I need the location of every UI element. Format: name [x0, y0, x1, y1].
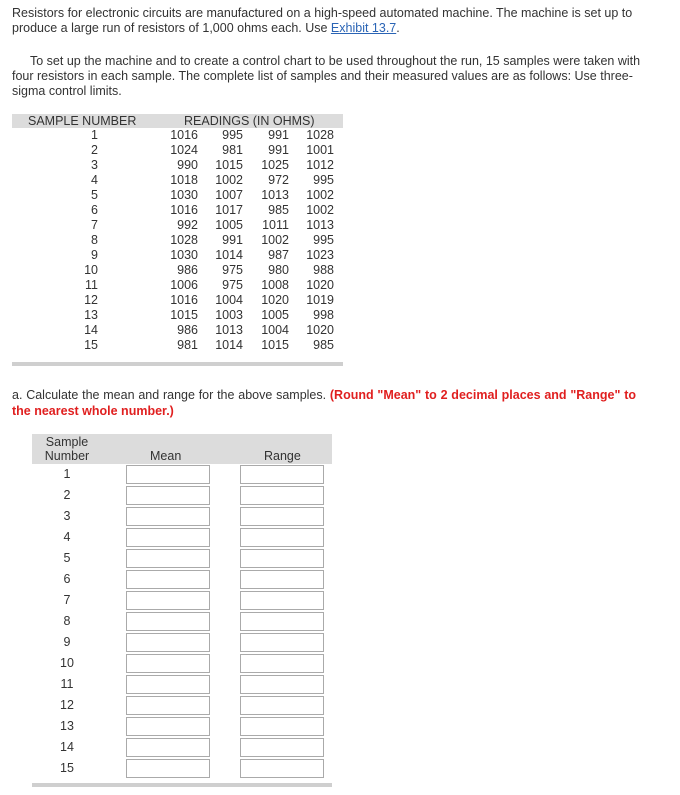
mean-input[interactable]	[126, 612, 210, 631]
range-input[interactable]	[240, 675, 324, 694]
range-input[interactable]	[240, 759, 324, 778]
mean-input[interactable]	[126, 759, 210, 778]
readings-table	[12, 114, 343, 366]
answer-sample-number: 4	[63, 530, 71, 544]
intro-period: .	[396, 21, 400, 35]
mean-input[interactable]	[126, 675, 210, 694]
reading-cell: 992	[177, 218, 198, 232]
sample-number-cell: 3	[91, 158, 98, 172]
reading-cell: 1030	[170, 248, 198, 262]
answer-row	[32, 464, 332, 485]
range-input[interactable]	[240, 570, 324, 589]
answer-sample-number: 11	[60, 677, 74, 691]
range-input[interactable]	[240, 717, 324, 736]
answer-row	[32, 674, 332, 695]
answer-sample-number: 9	[63, 635, 71, 649]
reading-cell: 1001	[306, 143, 334, 157]
answer-sample-number: 14	[60, 740, 74, 754]
answer-table	[32, 434, 332, 787]
range-input[interactable]	[240, 696, 324, 715]
range-input[interactable]	[240, 465, 324, 484]
sample-number-cell: 7	[91, 218, 98, 232]
sample-number-cell: 11	[85, 278, 98, 292]
answer-sample-number: 13	[60, 719, 74, 733]
range-input[interactable]	[240, 738, 324, 757]
answer-sample-number: 15	[60, 761, 74, 775]
reading-cell: 995	[222, 128, 243, 142]
sample-number-cell: 10	[84, 263, 98, 277]
reading-cell: 986	[177, 323, 198, 337]
reading-cell: 1007	[215, 188, 243, 202]
readings-table-body	[12, 128, 343, 353]
reading-cell: 1013	[215, 323, 243, 337]
answer-row	[32, 527, 332, 548]
answer-row	[32, 737, 332, 758]
sample-number-cell: 2	[91, 143, 98, 157]
sample-number-cell: 5	[91, 188, 98, 202]
setup-paragraph: To set up the machine and to create a control chart to be used throughout the run, 15 samples were taken with four resistors in each sample. The complete list of samples and their measured values are as follows: Use three-sigma control limits.	[12, 54, 641, 98]
reading-cell: 995	[313, 233, 334, 247]
range-column-header: Range	[264, 449, 301, 463]
reading-cell: 1030	[170, 188, 198, 202]
reading-cell: 975	[222, 263, 243, 277]
mean-input[interactable]	[126, 528, 210, 547]
range-input[interactable]	[240, 633, 324, 652]
readings-row	[12, 308, 343, 323]
answer-row	[32, 548, 332, 569]
answer-table-footer	[32, 783, 332, 787]
answer-row	[32, 653, 332, 674]
readings-row	[12, 263, 343, 278]
readings-row	[12, 293, 343, 308]
reading-cell: 1006	[170, 278, 198, 292]
reading-cell: 980	[268, 263, 289, 277]
sample-number-cell: 13	[84, 308, 98, 322]
readings-row	[12, 218, 343, 233]
reading-cell: 991	[268, 143, 289, 157]
reading-cell: 1004	[215, 293, 243, 307]
answer-sample-number: 6	[63, 572, 71, 586]
reading-cell: 985	[313, 338, 334, 352]
rounding-instruction: (Round "Mean" to 2 decimal places and "Range" to the nearest whole number.)	[12, 388, 636, 418]
reading-cell: 1015	[170, 308, 198, 322]
answer-sample-number: 3	[63, 509, 71, 523]
reading-cell: 1002	[215, 173, 243, 187]
reading-cell: 1019	[306, 293, 334, 307]
readings-row	[12, 323, 343, 338]
mean-input[interactable]	[126, 570, 210, 589]
reading-cell: 1004	[261, 323, 289, 337]
reading-cell: 991	[268, 128, 289, 142]
answer-sample-number: 8	[63, 614, 71, 628]
reading-cell: 1012	[306, 158, 334, 172]
mean-input[interactable]	[126, 633, 210, 652]
reading-cell: 990	[177, 158, 198, 172]
mean-input[interactable]	[126, 507, 210, 526]
sample-number-cell: 14	[84, 323, 98, 337]
readings-row	[12, 143, 343, 158]
reading-cell: 1008	[261, 278, 289, 292]
sample-number-column-header: Sample Number	[44, 435, 90, 463]
question-a	[12, 387, 636, 419]
reading-cell: 1017	[215, 203, 243, 217]
sample-number-header: SAMPLE NUMBER	[28, 114, 137, 128]
reading-cell: 998	[313, 308, 334, 322]
readings-row	[12, 188, 343, 203]
mean-input[interactable]	[126, 591, 210, 610]
reading-cell: 1005	[261, 308, 289, 322]
answer-table-header	[32, 434, 332, 464]
sample-number-cell: 9	[91, 248, 98, 262]
readings-row	[12, 338, 343, 353]
reading-cell: 988	[313, 263, 334, 277]
answer-sample-number: 5	[63, 551, 71, 565]
reading-cell: 987	[268, 248, 289, 262]
readings-row	[12, 173, 343, 188]
mean-input[interactable]	[126, 717, 210, 736]
readings-row	[12, 203, 343, 218]
mean-input[interactable]	[126, 654, 210, 673]
reading-cell: 991	[222, 233, 243, 247]
reading-cell: 1014	[215, 248, 243, 262]
range-input[interactable]	[240, 654, 324, 673]
reading-cell: 981	[222, 143, 243, 157]
sample-number-cell: 15	[84, 338, 98, 352]
reading-cell: 1015	[261, 338, 289, 352]
intro-paragraph	[12, 6, 652, 36]
reading-cell: 985	[268, 203, 289, 217]
reading-cell: 1011	[262, 218, 289, 232]
sample-number-cell: 8	[91, 233, 98, 247]
readings-row	[12, 158, 343, 173]
reading-cell: 1025	[261, 158, 289, 172]
exhibit-link[interactable]: Exhibit 13.7	[330, 21, 397, 35]
sample-number-cell: 6	[91, 203, 98, 217]
answer-row	[32, 758, 332, 779]
readings-table-footer	[12, 362, 343, 366]
answer-row	[32, 716, 332, 737]
question-a-text: a. Calculate the mean and range for the above samples.	[12, 388, 330, 402]
readings-row	[12, 128, 343, 143]
reading-cell: 1023	[306, 248, 334, 262]
answer-row	[32, 569, 332, 590]
range-input[interactable]	[240, 486, 324, 505]
mean-column-header: Mean	[150, 449, 182, 463]
reading-cell: 975	[222, 278, 243, 292]
reading-cell: 1024	[170, 143, 198, 157]
reading-cell: 1013	[306, 218, 334, 232]
reading-cell: 995	[313, 173, 334, 187]
answer-row	[32, 506, 332, 527]
reading-cell: 1028	[170, 233, 198, 247]
answer-table-body	[32, 464, 332, 779]
range-input[interactable]	[240, 591, 324, 610]
answer-row	[32, 611, 332, 632]
reading-cell: 1020	[261, 293, 289, 307]
reading-cell: 1016	[170, 293, 198, 307]
readings-header: READINGS (IN OHMS)	[184, 114, 315, 128]
reading-cell: 1028	[306, 128, 334, 142]
answer-row	[32, 695, 332, 716]
readings-row	[12, 278, 343, 293]
reading-cell: 1003	[215, 308, 243, 322]
readings-row	[12, 248, 343, 263]
reading-cell: 1005	[215, 218, 243, 232]
reading-cell: 986	[177, 263, 198, 277]
answer-row	[32, 590, 332, 611]
mean-input[interactable]	[126, 465, 210, 484]
reading-cell: 1002	[306, 203, 334, 217]
sample-number-cell: 12	[84, 293, 98, 307]
range-input[interactable]	[240, 507, 324, 526]
mean-input[interactable]	[126, 549, 210, 568]
range-input[interactable]	[240, 612, 324, 631]
reading-cell: 1018	[170, 173, 198, 187]
answer-sample-number: 1	[63, 467, 71, 481]
answer-sample-number: 10	[60, 656, 74, 670]
reading-cell: 1014	[215, 338, 243, 352]
reading-cell: 1020	[306, 323, 334, 337]
reading-cell: 972	[268, 173, 289, 187]
answer-sample-number: 7	[63, 593, 71, 607]
intro-text: Resistors for electronic circuits are manufactured on a high-speed automated machine. The machine is set up to produce a large run of resistors of 1,000 ohms each. Use	[12, 6, 633, 35]
reading-cell: 1002	[306, 188, 334, 202]
reading-cell: 1002	[261, 233, 289, 247]
range-input[interactable]	[240, 528, 324, 547]
range-input[interactable]	[240, 549, 324, 568]
sample-number-cell: 4	[91, 173, 98, 187]
reading-cell: 1020	[306, 278, 334, 292]
reading-cell: 1015	[215, 158, 243, 172]
mean-input[interactable]	[126, 486, 210, 505]
answer-sample-number: 12	[60, 698, 74, 712]
readings-row	[12, 233, 343, 248]
reading-cell: 1016	[170, 203, 198, 217]
sample-number-cell: 1	[91, 128, 98, 142]
answer-row	[32, 485, 332, 506]
mean-input[interactable]	[126, 738, 210, 757]
answer-row	[32, 632, 332, 653]
reading-cell: 1016	[170, 128, 198, 142]
mean-input[interactable]	[126, 696, 210, 715]
readings-table-header	[12, 114, 343, 128]
answer-sample-number: 2	[63, 488, 71, 502]
reading-cell: 981	[177, 338, 198, 352]
reading-cell: 1013	[261, 188, 289, 202]
